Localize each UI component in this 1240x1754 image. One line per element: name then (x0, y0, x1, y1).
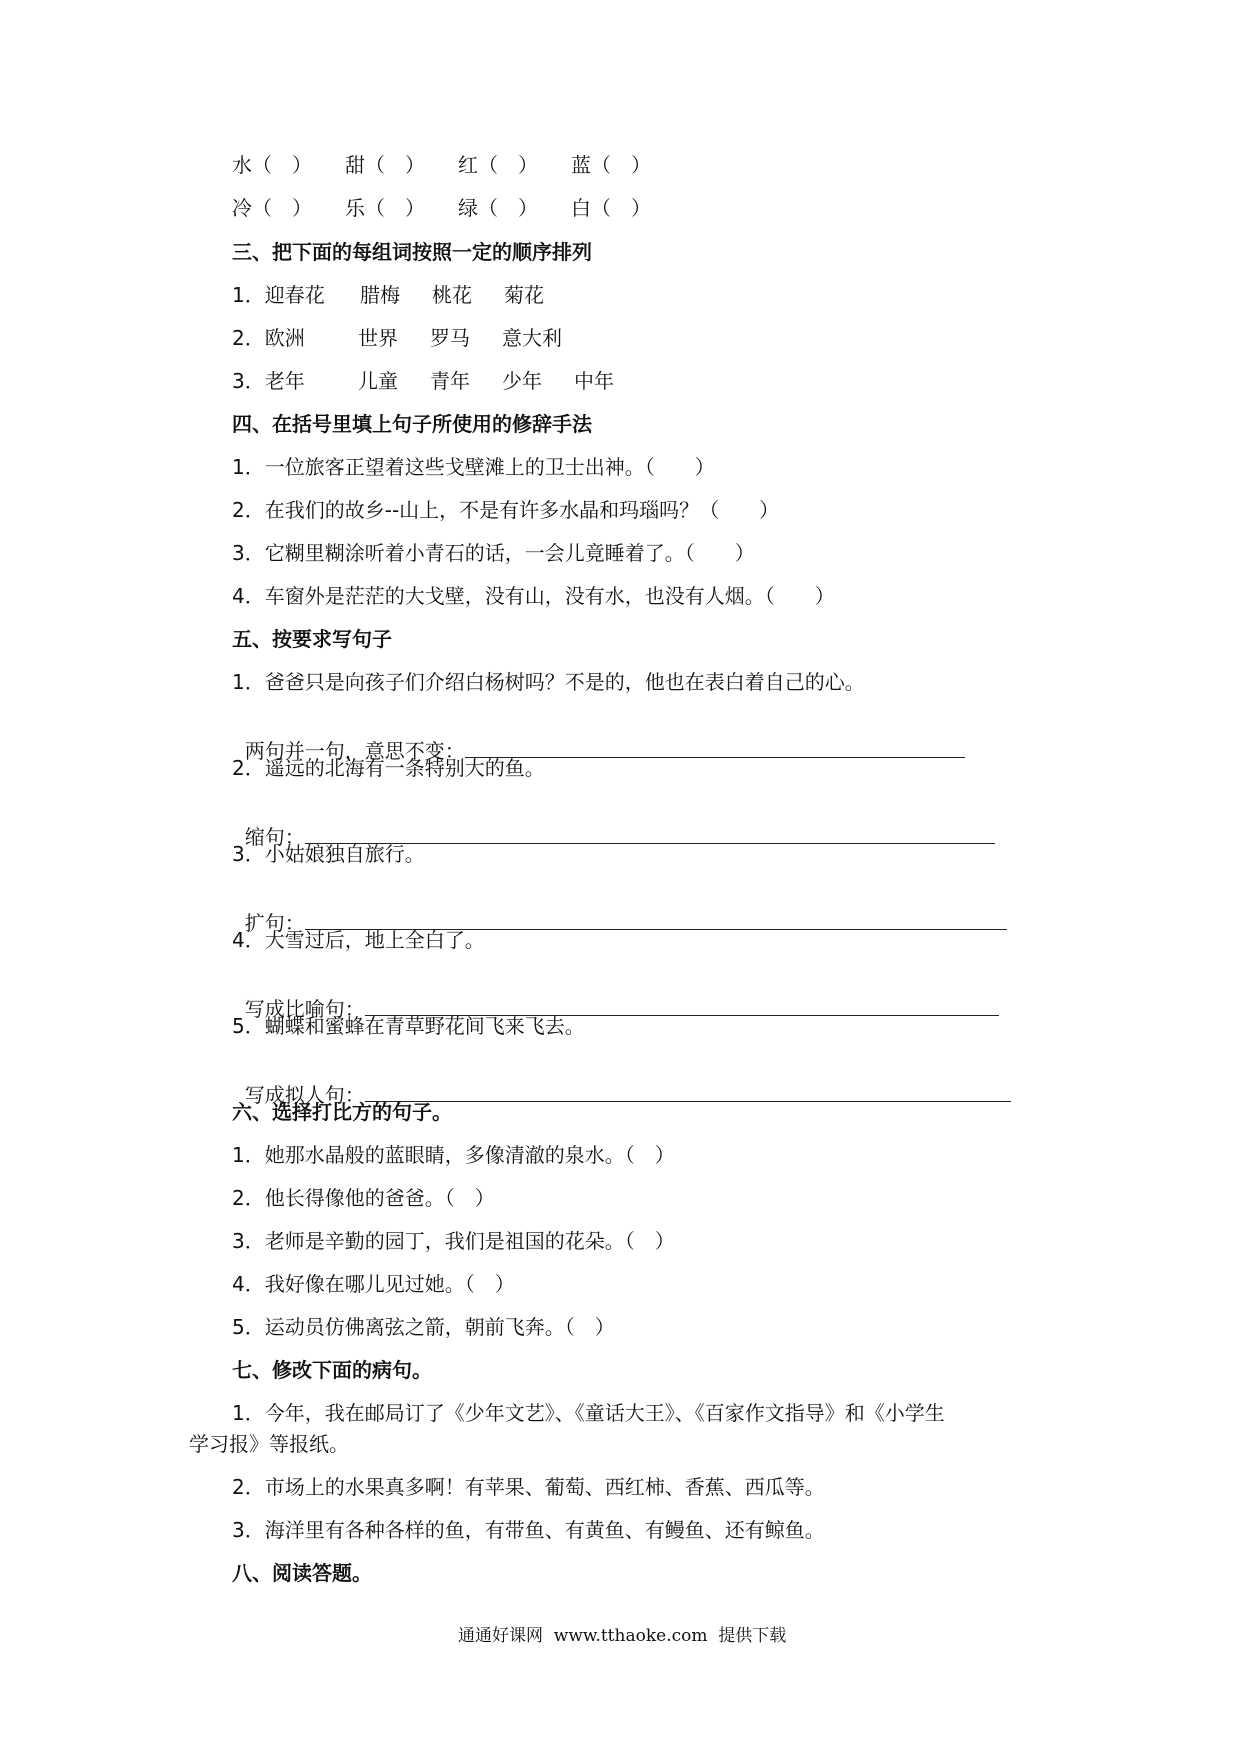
s6-item: 5．运动员仿佛离弦之箭，朝前飞奔。（ ） (232, 1315, 615, 1339)
s7-question-3: 3．海洋里有各种各样的鱼，有带鱼、有黄鱼、有鳗鱼、还有鲸鱼。 (232, 1518, 825, 1542)
s5-question-4: 4．大雪过后，地上全白了。 (232, 928, 485, 952)
answer-prompt: 写成比喻句： (244, 997, 365, 1021)
s5-question-3: 3．小姑娘独自旅行。 (232, 842, 425, 866)
answer-prompt: 写成拟人句： (244, 1083, 365, 1107)
s5-question-1: 1．爸爸只是向孩子们介绍白杨树吗？不是的，他也在表白着自己的心。 (232, 670, 865, 694)
answer-prompt: 扩句： (244, 911, 305, 935)
word-item: 红（ ） (458, 153, 538, 177)
word-item: 青年 (430, 369, 470, 393)
s6-item: 4．我好像在哪儿见过她。（ ） (232, 1272, 515, 1296)
word-item: 甜（ ） (345, 153, 425, 177)
word-item: 中年 (574, 369, 614, 393)
section-8-heading: 八、阅读答题。 (232, 1561, 372, 1585)
word-item: 儿童 (358, 369, 398, 393)
page-footer: 通通好课网 www.tthaoke.com 提供下载 (458, 1626, 787, 1646)
s6-item: 3．老师是辛勤的园丁，我们是祖国的花朵。（ ） (232, 1229, 675, 1253)
s3-item-3 (232, 368, 832, 394)
word-item: 2．欧洲 (232, 326, 305, 350)
word-item: 白（ ） (571, 196, 651, 220)
s3-item-2 (232, 325, 832, 351)
s7-question-1-line-2: 学习报》等报纸。 (189, 1432, 349, 1456)
word-item: 菊花 (504, 283, 544, 307)
word-row-1 (232, 152, 732, 178)
word-item: 罗马 (430, 326, 470, 350)
word-item: 水（ ） (232, 153, 312, 177)
word-item: 世界 (358, 326, 398, 350)
section-4-heading: 四、在括号里填上句子所使用的修辞手法 (232, 412, 592, 436)
section-6-heading: 六、选择打比方的句子。 (232, 1100, 452, 1124)
answer-prompt: 两句并一句，意思不变： (244, 739, 465, 763)
s6-item: 2．他长得像他的爸爸。（ ） (232, 1186, 495, 1210)
s4-item: 2．在我们的故乡--山上，不是有许多水晶和玛瑙吗？（ ） (232, 498, 780, 522)
s4-item: 4．车窗外是茫茫的大戈壁，没有山，没有水，也没有人烟。（ ） (232, 584, 835, 608)
word-row-2 (232, 195, 732, 221)
word-item: 腊梅 (360, 283, 400, 307)
word-item: 少年 (502, 369, 542, 393)
section-3-heading: 三、把下面的每组词按照一定的顺序排列 (232, 240, 592, 264)
word-item: 冷（ ） (232, 196, 312, 220)
word-item: 意大利 (502, 326, 562, 350)
section-7-heading: 七、修改下面的病句。 (232, 1358, 432, 1382)
word-item: 3．老年 (232, 369, 305, 393)
s7-question-1-line-1: 1．今年，我在邮局订了《少年文艺》、《童话大王》、《百家作文指导》和《小学生 (232, 1401, 945, 1425)
s4-item: 3．它糊里糊涂听着小青石的话，一会儿竟睡着了。（ ） (232, 541, 755, 565)
s5-question-2: 2．遥远的北海有一条特别大的鱼。 (232, 756, 545, 780)
section-5-heading: 五、按要求写句子 (232, 627, 392, 651)
answer-blank[interactable] (365, 1083, 1011, 1102)
s7-question-2: 2．市场上的水果真多啊！有苹果、葡萄、西红柿、香蕉、西瓜等。 (232, 1475, 825, 1499)
s4-item: 1．一位旅客正望着这些戈壁滩上的卫士出神。（ ） (232, 455, 715, 479)
answer-prompt: 缩句： (244, 825, 305, 849)
s3-item-1 (232, 282, 832, 308)
word-item: 绿（ ） (458, 196, 538, 220)
word-item: 1．迎春花 (232, 283, 325, 307)
word-item: 乐（ ） (345, 196, 425, 220)
s6-item: 1．她那水晶般的蓝眼睛，多像清澈的泉水。（ ） (232, 1143, 675, 1167)
word-item: 桃花 (432, 283, 472, 307)
s5-question-5: 5．蝴蝶和蜜蜂在青草野花间飞来飞去。 (232, 1014, 585, 1038)
word-item: 蓝（ ） (571, 153, 651, 177)
